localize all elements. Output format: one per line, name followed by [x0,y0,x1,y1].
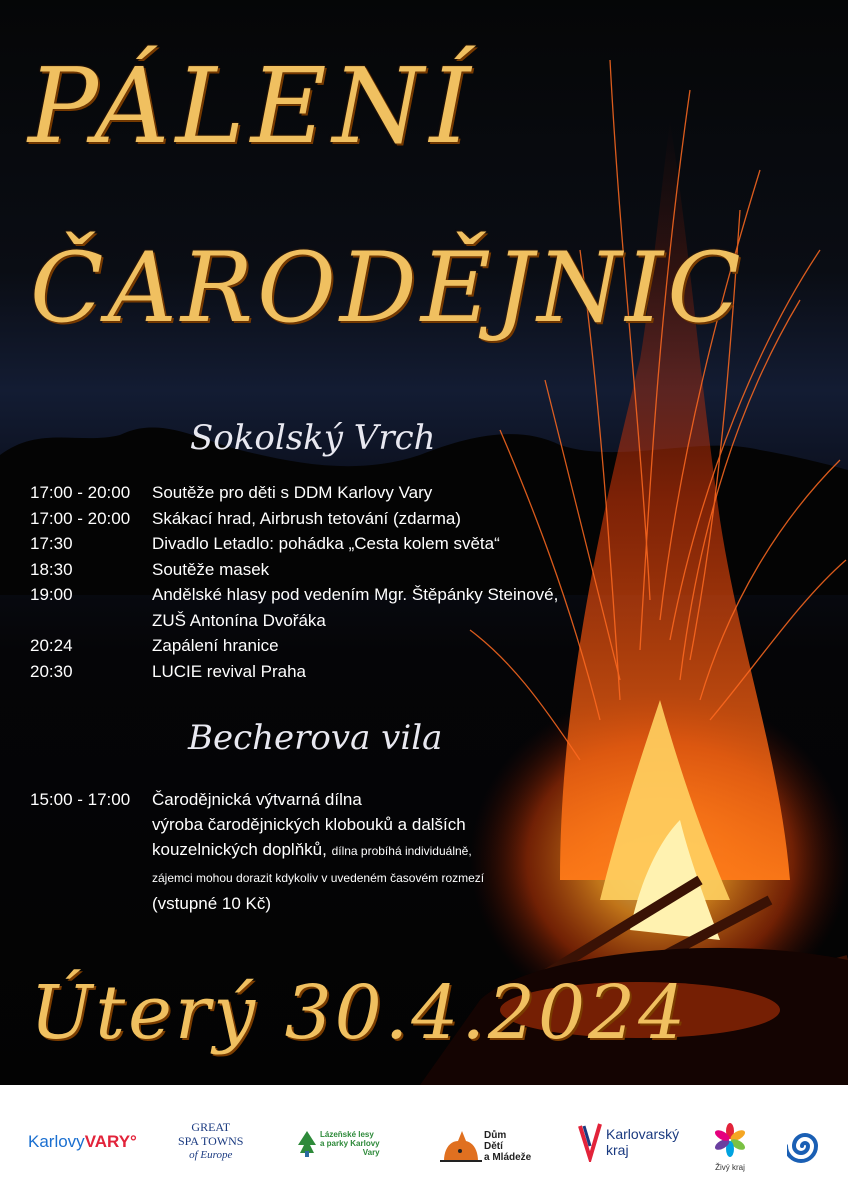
program-desc [152,787,532,916]
logo-text: a parky [320,1139,349,1148]
logo-text: Karlovy [28,1132,85,1151]
program-row [30,480,558,506]
event-date: Úterý 30.4.2024 [30,970,689,1056]
program-list-becherova [30,787,532,916]
program-time: 17:00 - 20:00 [30,508,131,528]
program-list [30,480,558,684]
venue-heading-becherova-vila: Becherova vila [188,718,443,758]
program-desc: Divadlo Letadlo: pohádka „Cesta kolem světa“ [152,534,500,553]
logo-text: Lázeňské lesy [320,1130,374,1139]
tree-icon [298,1131,316,1157]
workshop-fee: (vstupné 10 Kč) [152,894,272,913]
ddm-logo [440,1125,531,1163]
program-desc: Soutěže pro děti s DDM Karlovy Vary [152,483,433,502]
program-time: 15:00 - 17:00 [30,790,131,809]
logo-text: Vary [362,1148,380,1157]
workshop-note: dílna probíhá individuálně, [331,844,472,858]
logo-text: Živý kraj [715,1163,745,1172]
lazenske-lesy-logo [298,1130,380,1157]
program-row [30,506,558,532]
program-time: 20:30 [30,661,73,681]
venue-heading-sokolsky-vrch: Sokolský Vrch [190,418,436,458]
program-time [30,608,152,634]
program-desc: Zapálení hranice [152,636,279,655]
logo-text: Dům [484,1130,507,1141]
logo-text: GREAT [191,1120,231,1134]
workshop-note: zájemci mohou dorazit kdykoliv v uvedeném časovém rozmezí [152,871,485,885]
program-row [30,608,558,634]
program-time: 17:00 - 20:00 [30,483,131,502]
program-desc: Andělské hlasy pod vedením Mgr. Štěpánky Steinové, [152,585,559,604]
title-line-2: ČARODĚJNIC [30,232,745,344]
program-row [30,557,558,583]
program-row [30,633,558,659]
workshop-title: Čarodějnická výtvarná dílna [152,790,362,809]
logo-text-accent: VARY° [84,1132,137,1151]
program-time: 19:00 [30,585,73,604]
flower-icon [712,1122,748,1158]
logo-text: Dětí [484,1141,503,1152]
spiral-icon [787,1128,823,1164]
fox-icon [440,1125,482,1163]
logo-text: SPA TOWNS [178,1134,244,1148]
program-row [30,582,558,608]
title-line-1: PÁLENÍ [28,45,477,167]
program-desc: Skákací hrad, Airbrush tetování (zdarma) [152,508,461,528]
spiral-logo [787,1128,823,1169]
zivy-kraj-logo [712,1122,748,1172]
program-desc: Soutěže masek [152,559,270,579]
great-spa-towns-logo [178,1120,243,1162]
program-time: 17:30 [30,534,73,553]
program-desc: LUCIE revival Praha [152,661,307,681]
workshop-line: kouzelnických doplňků, [152,840,327,859]
program-time: 18:30 [30,559,73,579]
program-row [30,531,558,557]
kraj-v-icon [578,1122,602,1162]
logo-text: kraj [606,1142,629,1158]
logo-text: a Mládeže [484,1152,532,1163]
program-row [30,787,532,916]
logo-text: Karlovy [350,1139,380,1148]
karlovarsky-kraj-logo [578,1122,679,1162]
program-time: 20:24 [30,636,73,655]
program-row [30,659,558,685]
logo-text: of Europe [189,1149,233,1161]
program-desc: ZUŠ Antonína Dvořáka [152,610,326,630]
workshop-line: výroba čarodějnických klobouků a dalších [152,815,466,834]
logo-text: Karlovarský [606,1126,680,1142]
karlovy-vary-logo [28,1132,137,1152]
